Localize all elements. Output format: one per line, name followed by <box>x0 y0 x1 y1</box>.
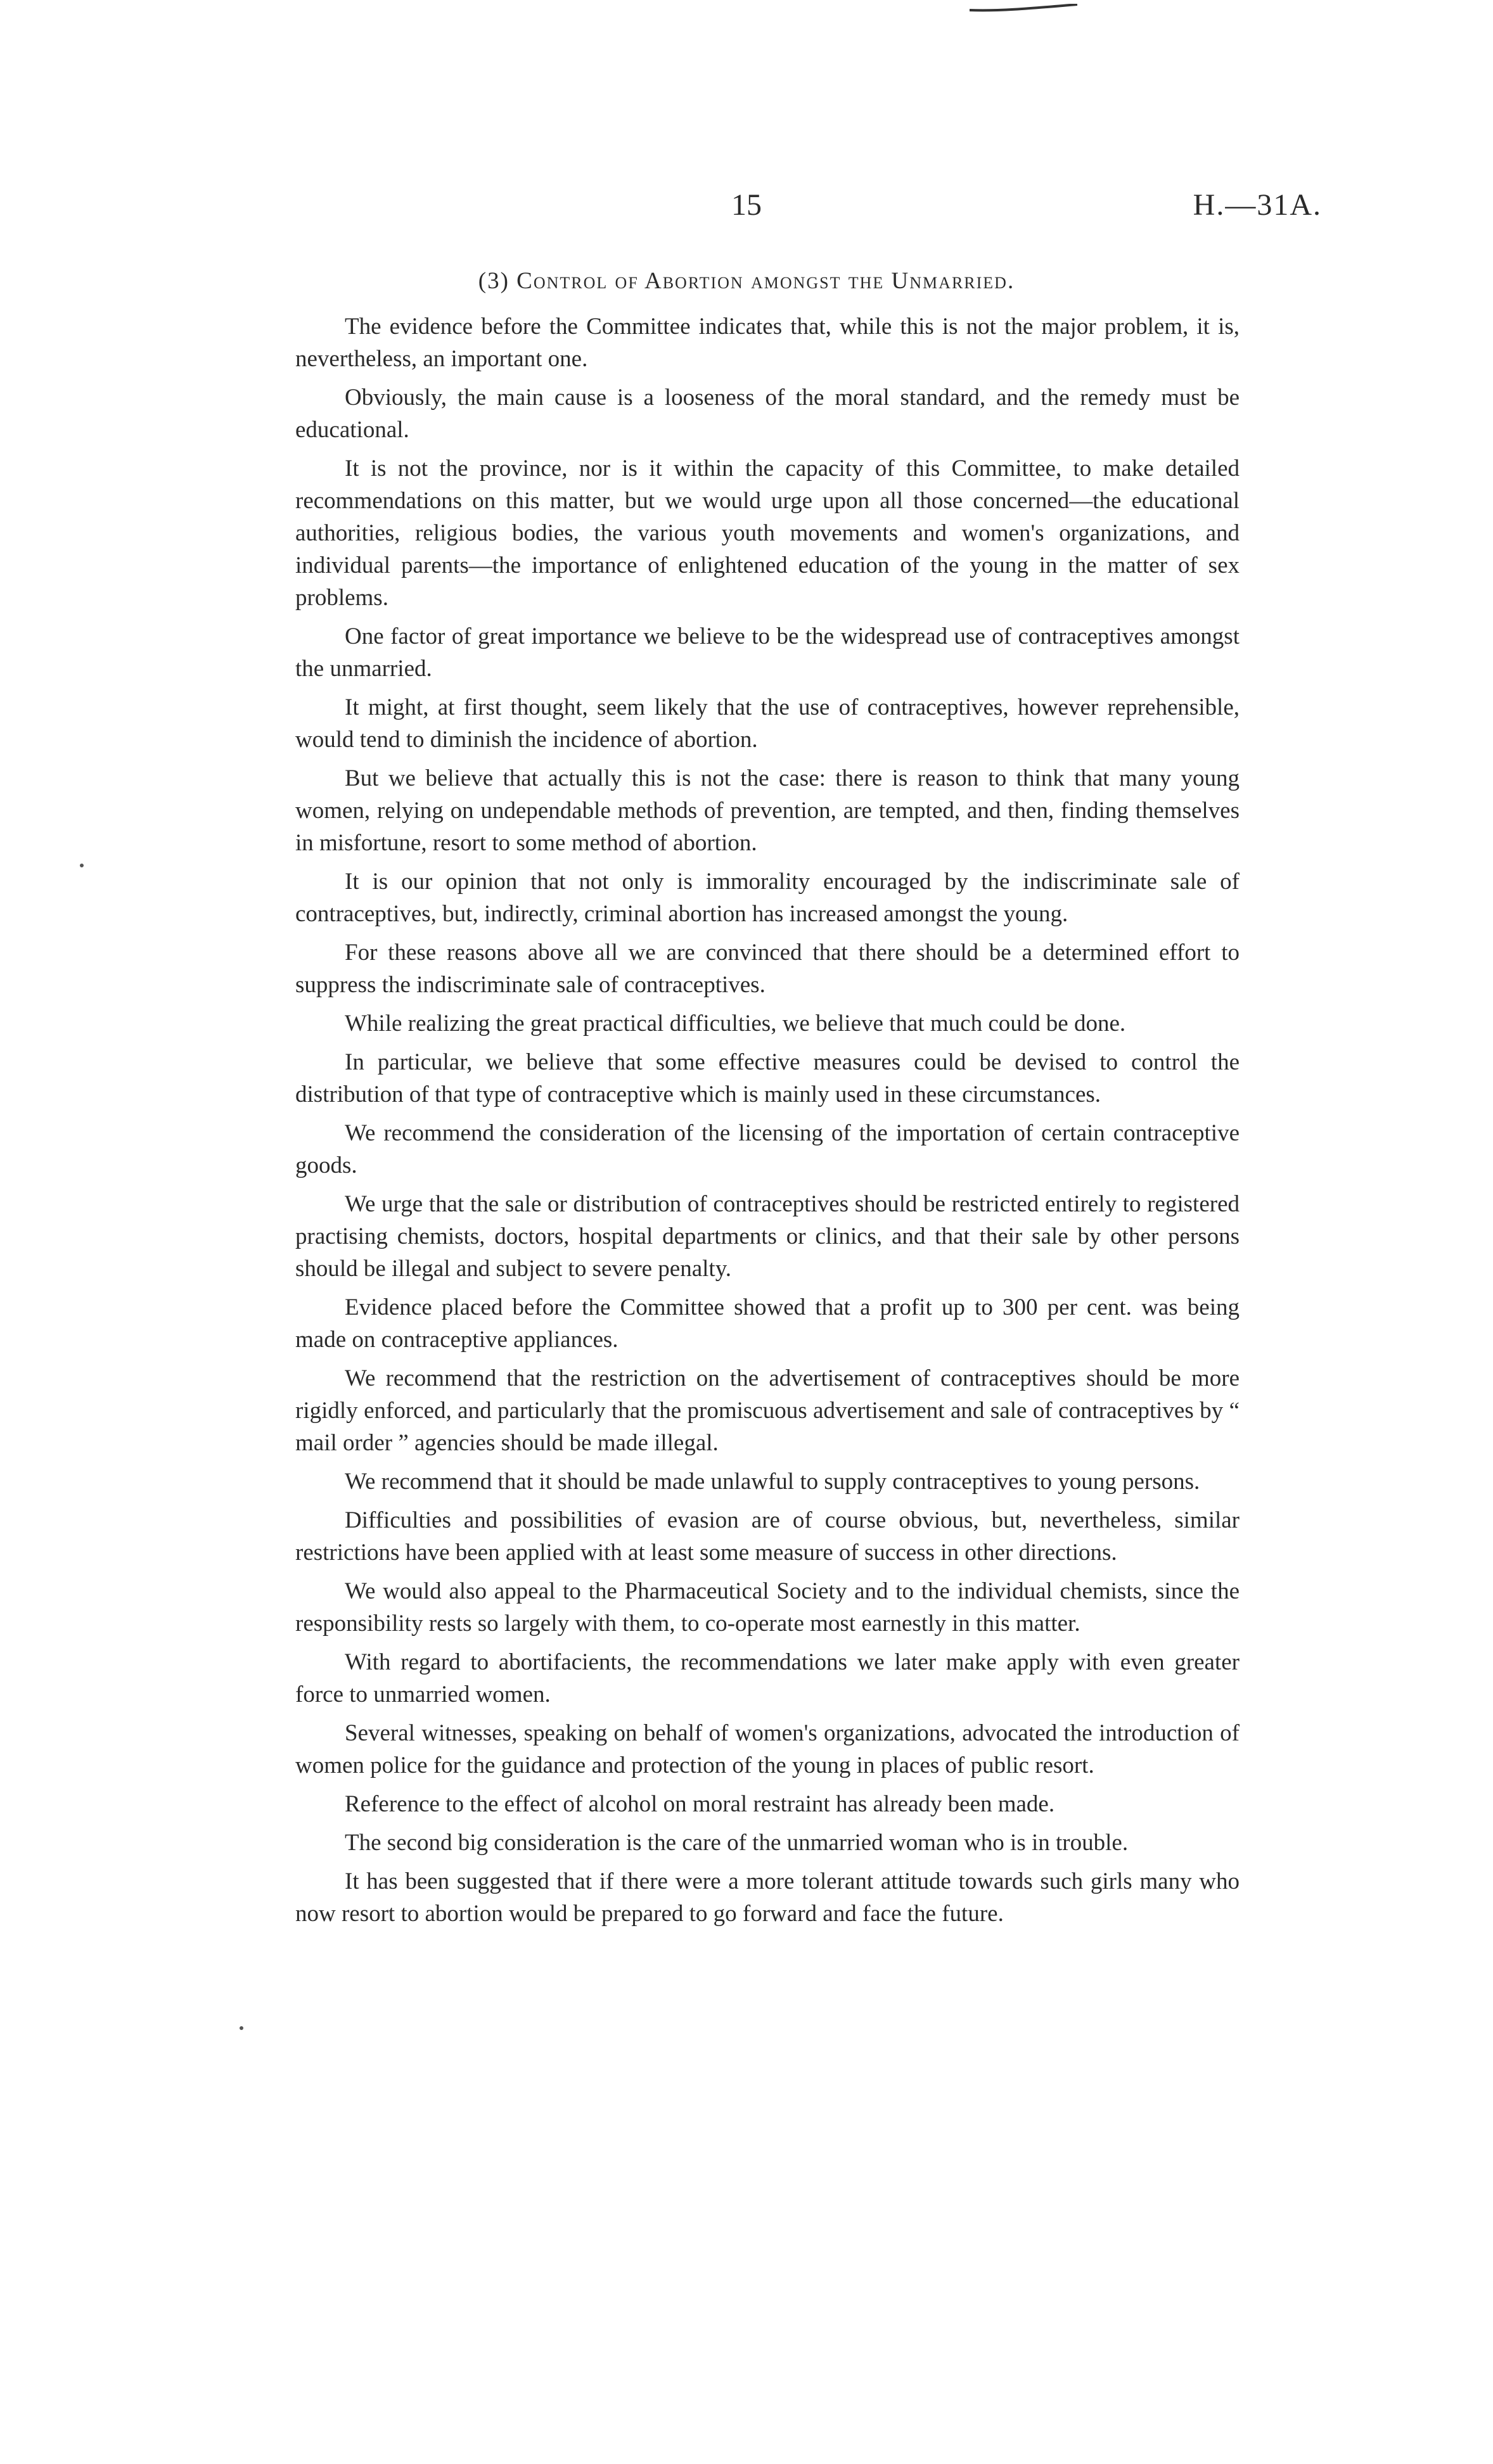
top-pen-mark <box>970 4 1077 13</box>
paragraph: Evidence placed before the Committee showed that a profit up to 300 per cent. was being made on contraceptive appliances. <box>295 1294 1240 1353</box>
paragraph: We recommend that it should be made unlawful to supply contraceptives to young persons. <box>345 1469 1200 1495</box>
paragraph: We would also appeal to the Pharmaceutical Society and to the individual chemists, since the responsibility rests so largely with them, to co-operate most earnestly in this matter. <box>295 1578 1240 1637</box>
paragraph: We urge that the sale or distribution of contraceptives should be restricted entirely to registered practising chemists, doctors, hospital departments or clinics, and that their sale by other persons should be illegal and subject to severe penalty. <box>295 1191 1240 1282</box>
paragraph: It is our opinion that not only is immorality encouraged by the indiscriminate sale of contraceptives, but, indirectly, criminal abortion has increased amongst the young. <box>295 869 1240 927</box>
paragraph: One factor of great importance we believe to be the widespread use of contraceptives amongst the unmarried. <box>295 623 1240 682</box>
paragraph: It has been suggested that if there were a more tolerant attitude towards such girls many who now resort to abortion would be prepared to go forward and face the future. <box>295 1868 1240 1927</box>
paragraph: Difficulties and possibilities of evasion are of course obvious, but, nevertheless, similar restrictions have been applied with at least some measure of success in other directions. <box>295 1507 1240 1566</box>
margin-dot <box>80 864 84 867</box>
paragraph: The second big consideration is the care of the unmarried woman who is in trouble. <box>345 1830 1129 1856</box>
page-number: 15 <box>731 188 762 222</box>
margin-dot <box>240 2026 243 2030</box>
paragraph: While realizing the great practical difficulties, we believe that much could be done. <box>345 1011 1126 1037</box>
paragraph: For these reasons above all we are convinced that there should be a determined effort to suppress the indiscriminate sale of contraceptives. <box>295 940 1240 998</box>
document-reference: H.—31A. <box>1193 188 1322 222</box>
paragraph: In particular, we believe that some effective measures could be devised to control the distribution of that type of contraceptive which is mainly used in these circumstances. <box>295 1049 1240 1108</box>
paragraph: But we believe that actually this is not the case: there is reason to think that many young women, relying on undependable methods of prevention, are tempted, and then, finding themselves in misfortune, resort to some method of abortion. <box>295 765 1240 856</box>
paragraph: With regard to abortifacients, the recommendations we later make apply with even greater force to unmarried women. <box>295 1649 1240 1708</box>
paragraph: It is not the province, nor is it within the capacity of this Committee, to make detailed recommendations on this matter, but we would urge upon all those concerned—the educational authorities, religious bodies, the various youth movements and women's organizations, and individual parents—the importance of enlightened education of the young in the matter of sex problems. <box>295 456 1240 611</box>
paragraph: The evidence before the Committee indicates that, while this is not the major problem, it is, nevertheless, an important one. <box>295 314 1240 372</box>
paragraph: Reference to the effect of alcohol on moral restraint has already been made. <box>345 1791 1055 1817</box>
paragraph: We recommend the consideration of the licensing of the importation of certain contraceptive goods. <box>295 1120 1240 1178</box>
body-text <box>295 310 1240 1936</box>
paragraph: We recommend that the restriction on the advertisement of contraceptives should be more rigidly enforced, and particularly that the promiscuous advertisement and sale of contraceptives by “ mail order ” agencies should be made illegal. <box>295 1365 1240 1456</box>
paragraph: It might, at first thought, seem likely that the use of contraceptives, however reprehensible, would tend to diminish the incidence of abortion. <box>295 694 1240 753</box>
section-heading: (3) Control of Abortion amongst the Unmarried. <box>478 268 1015 294</box>
paragraph: Obviously, the main cause is a looseness of the moral standard, and the remedy must be educational. <box>295 385 1240 443</box>
paragraph: Several witnesses, speaking on behalf of women's organizations, advocated the introduction of women police for the guidance and protection of the young in places of public resort. <box>295 1720 1240 1778</box>
